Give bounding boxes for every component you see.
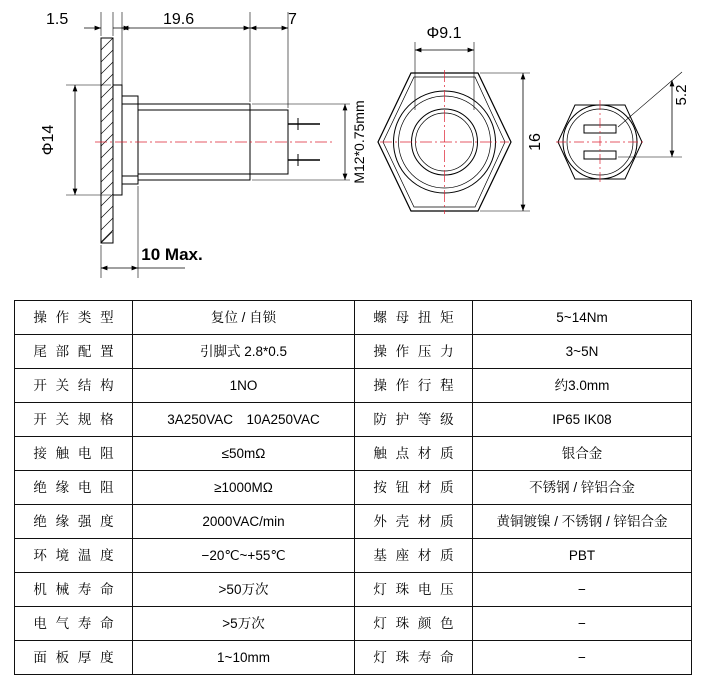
- table-row: [15, 539, 692, 573]
- table-row: [15, 369, 692, 403]
- spec-label: 尾 部 配 置: [15, 335, 133, 369]
- dim-flange-diameter: Φ14: [40, 124, 57, 156]
- table-row: [15, 573, 692, 607]
- table-row: [15, 301, 692, 335]
- side-collar: [122, 96, 138, 184]
- spec-label: 机 械 寿 命: [15, 573, 133, 607]
- spec-value: >50万次: [133, 573, 355, 607]
- spec-value: 黄铜镀镍 / 不锈钢 / 锌铝合金: [473, 505, 692, 539]
- spec-label: 绝 缘 强 度: [15, 505, 133, 539]
- spec-value: 银合金: [473, 437, 692, 471]
- dim-thread-spec: M12*0.75mm: [351, 100, 367, 184]
- spec-value: 不锈钢 / 锌铝合金: [473, 471, 692, 505]
- specification-table: [14, 300, 692, 675]
- dim-body-length: 19.6: [163, 11, 195, 28]
- table-row: [15, 471, 692, 505]
- panel-plate: [101, 38, 113, 243]
- table-row: [15, 505, 692, 539]
- spec-value: 1NO: [133, 369, 355, 403]
- table-row: [15, 437, 692, 471]
- spec-label: 灯 珠 颜 色: [355, 607, 473, 641]
- spec-label: 螺 母 扭 矩: [355, 301, 473, 335]
- spec-label: 电 气 寿 命: [15, 607, 133, 641]
- spec-label: 触 点 材 质: [355, 437, 473, 471]
- technical-drawing: [0, 0, 705, 292]
- spec-label: 灯 珠 寿 命: [355, 641, 473, 675]
- side-thread-body: [138, 104, 250, 180]
- spec-value: 1~10mm: [133, 641, 355, 675]
- spec-value: −: [473, 573, 692, 607]
- side-flange: [113, 85, 122, 195]
- spec-value: 3~5N: [473, 335, 692, 369]
- dim-thread-tail: 7: [288, 11, 297, 28]
- front-view: [378, 70, 511, 214]
- spec-label: 开 关 结 构: [15, 369, 133, 403]
- spec-label: 面 板 厚 度: [15, 641, 133, 675]
- spec-table-body: [15, 301, 692, 675]
- spec-value: 3A250VAC 10A250VAC: [133, 403, 355, 437]
- dim-flange-thickness: 1.5: [46, 11, 69, 28]
- spec-label: 外 壳 材 质: [355, 505, 473, 539]
- table-row: [15, 403, 692, 437]
- dim-terminal-width: 5.2: [673, 84, 690, 106]
- dim-across-flats: 16: [527, 133, 544, 151]
- spec-value: −20℃~+55℃: [133, 539, 355, 573]
- spec-label: 灯 珠 电 压: [355, 573, 473, 607]
- table-row: [15, 335, 692, 369]
- spec-value: −: [473, 607, 692, 641]
- spec-value: 约3.0mm: [473, 369, 692, 403]
- dim-panel-thickness: 10 Max.: [141, 245, 203, 264]
- spec-value: 5~14Nm: [473, 301, 692, 335]
- spec-label: 接 触 电 阻: [15, 437, 133, 471]
- spec-value: >5万次: [133, 607, 355, 641]
- spec-value: 2000VAC/min: [133, 505, 355, 539]
- spec-label: 防 护 等 级: [355, 403, 473, 437]
- spec-label: 操 作 压 力: [355, 335, 473, 369]
- spec-label: 绝 缘 电 阻: [15, 471, 133, 505]
- spec-value: −: [473, 641, 692, 675]
- spec-value: ≥1000MΩ: [133, 471, 355, 505]
- rear-view: [556, 100, 645, 184]
- spec-label: 按 钮 材 质: [355, 471, 473, 505]
- spec-value: PBT: [473, 539, 692, 573]
- spec-value: IP65 IK08: [473, 403, 692, 437]
- spec-label: 操 作 行 程: [355, 369, 473, 403]
- spec-label: 基 座 材 质: [355, 539, 473, 573]
- table-row: [15, 641, 692, 675]
- table-row: [15, 607, 692, 641]
- spec-label: 环 境 温 度: [15, 539, 133, 573]
- dim-button-diameter: Φ9.1: [426, 25, 462, 42]
- spec-value: 引脚式 2.8*0.5: [133, 335, 355, 369]
- spec-label: 操 作 类 型: [15, 301, 133, 335]
- spec-label: 开 关 规 格: [15, 403, 133, 437]
- spec-value: ≤50mΩ: [133, 437, 355, 471]
- spec-value: 复位 / 自锁: [133, 301, 355, 335]
